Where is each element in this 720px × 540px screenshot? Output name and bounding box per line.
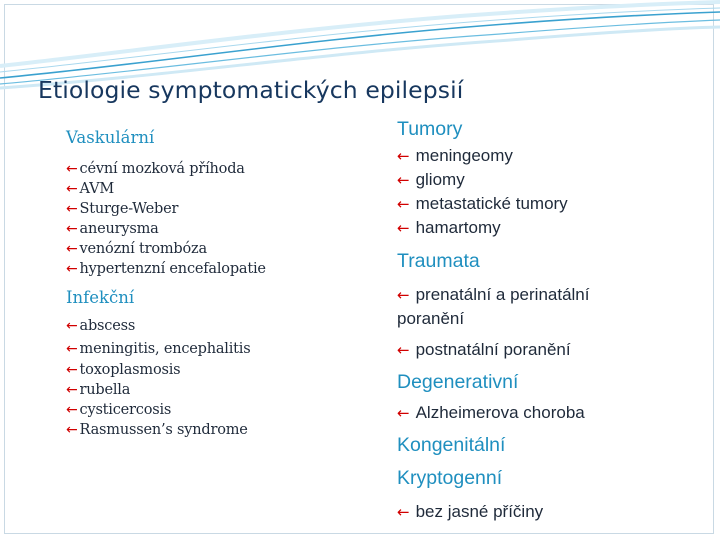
arrow-left-icon: ← <box>66 362 78 378</box>
list-item <box>397 340 571 360</box>
list-item <box>66 201 178 217</box>
list-item <box>66 221 159 237</box>
heading-tumory: Tumory <box>397 118 463 140</box>
list-item <box>66 181 114 197</box>
arrow-left-icon: ← <box>66 382 78 398</box>
arrow-left-icon: ← <box>397 147 410 165</box>
arrow-left-icon: ← <box>66 402 78 418</box>
list-item-text: hypertenzní encefalopatie <box>79 261 266 277</box>
arrow-left-icon: ← <box>397 171 410 189</box>
arrow-left-icon: ← <box>66 261 78 277</box>
arrow-left-icon: ← <box>397 219 410 237</box>
arrow-left-icon: ← <box>397 503 410 521</box>
arrow-left-icon: ← <box>66 161 78 177</box>
list-item-text: cévní mozková příhoda <box>79 161 245 177</box>
list-item <box>66 422 248 438</box>
list-item-text: metastatické tumory <box>415 194 568 213</box>
list-item <box>397 146 513 166</box>
list-item <box>66 402 171 418</box>
list-item-text: venózní trombóza <box>79 241 207 257</box>
list-item-text: meningeomy <box>415 146 513 165</box>
list-item-text: gliomy <box>415 170 465 189</box>
heading-vaskularni: Vaskulární <box>66 128 155 147</box>
arrow-left-icon: ← <box>66 241 78 257</box>
list-item-text: abscess <box>79 318 136 334</box>
list-item-text: Sturge-Weber <box>79 201 179 217</box>
list-item <box>66 318 135 334</box>
list-item-text: Rasmussen’s syndrome <box>79 422 248 438</box>
heading-kongenitalni: Kongenitální <box>397 434 506 456</box>
arrow-left-icon: ← <box>66 201 78 217</box>
list-item-text: toxoplasmosis <box>79 362 181 378</box>
list-item-text: postnatální poranění <box>415 340 571 359</box>
list-item-text: cysticercosis <box>79 402 172 418</box>
list-item-text: meningitis, encephalitis <box>79 341 251 357</box>
list-item <box>397 502 543 522</box>
slide-title: Etiologie symptomatických epilepsií <box>38 76 464 104</box>
list-item <box>397 403 585 423</box>
arrow-left-icon: ← <box>66 341 78 357</box>
arrow-left-icon: ← <box>397 195 410 213</box>
list-item <box>66 261 266 277</box>
list-item-text: rubella <box>79 382 131 398</box>
arrow-left-icon: ← <box>66 181 78 197</box>
arrow-left-icon: ← <box>66 221 78 237</box>
list-item <box>66 362 180 378</box>
list-item-text: Alzheimerova choroba <box>415 403 585 422</box>
list-item-text: AVM <box>79 181 114 197</box>
list-item <box>397 218 501 238</box>
list-item <box>397 283 657 330</box>
arrow-left-icon: ← <box>66 318 78 334</box>
arrow-left-icon: ← <box>66 422 78 438</box>
list-item <box>66 161 245 177</box>
arrow-left-icon: ← <box>397 404 410 422</box>
list-item <box>397 194 568 214</box>
list-item <box>66 341 251 357</box>
heading-infekcni: Infekční <box>66 288 135 307</box>
list-item-text: prenatální a perinatální poranění <box>397 285 590 328</box>
list-item-text: aneurysma <box>79 221 159 237</box>
heading-traumata: Traumata <box>397 250 480 272</box>
list-item <box>66 382 130 398</box>
list-item-text: bez jasné příčiny <box>415 502 544 521</box>
list-item-text: hamartomy <box>415 218 501 237</box>
heading-degenerativni: Degenerativní <box>397 371 519 393</box>
list-item <box>66 241 207 257</box>
list-item <box>397 170 465 190</box>
arrow-left-icon: ← <box>397 286 410 304</box>
heading-kryptogenni: Kryptogenní <box>397 467 503 489</box>
arrow-left-icon: ← <box>397 341 410 359</box>
